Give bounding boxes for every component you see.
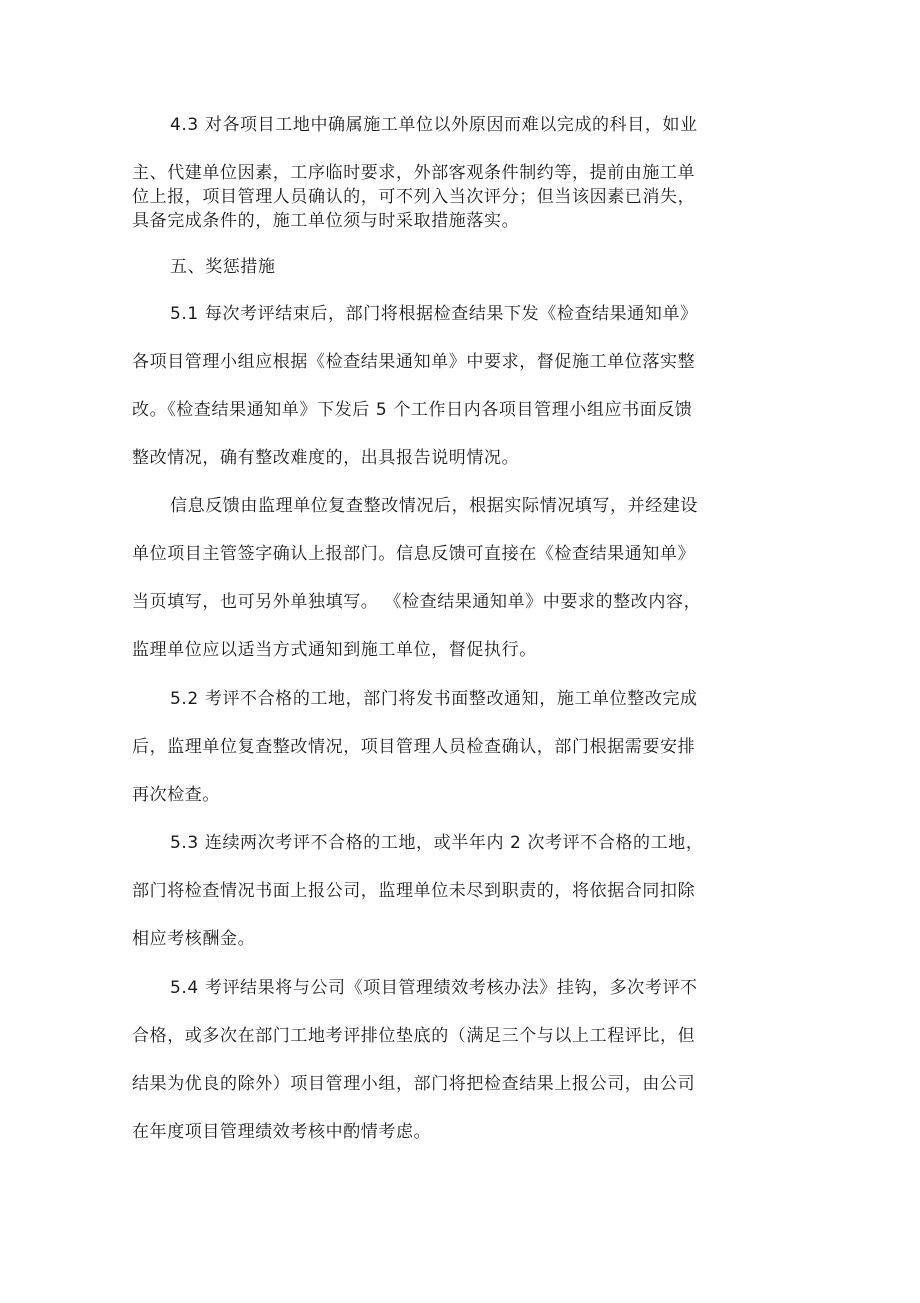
text-line: 在年度项目管理绩效考核中酌情考虑。 [132,1122,432,1142]
text-line: 合格，或多次在部门工地考评排位垫底的（满足三个与以上工程评比，但 [132,1026,696,1046]
text-line: 再次检查。 [132,785,220,805]
text-line: 结果为优良的除外）项目管理小组，部门将把检查结果上报公司，由公司 [132,1074,696,1094]
text-line: 具备完成条件的，施工单位须与时采取措施落实。 [132,211,520,231]
text-line: 整改情况，确有整改难度的，出具报告说明情况。 [132,448,520,468]
text-line: 部门将检查情况书面上报公司，监理单位未尽到职责的，将依据合同扣除 [132,881,696,901]
text-line: 各项目管理小组应根据《检查结果通知单》中要求，督促施工单位落实整 [132,352,696,372]
section-heading: 五、奖惩措施 [170,257,276,277]
text-line: 监理单位应以适当方式通知到施工单位，督促执行。 [132,640,537,660]
text-line: 当页填写，也可另外单独填写。 《检查结果通知单》中要求的整改内容， [132,592,702,612]
text-line: 后，监理单位复查整改情况，项目管理人员检查确认，部门根据需要安排 [132,737,696,757]
text-line: 5.1 每次考评结束后，部门将根据检查结果下发《检查结果通知单》 [170,304,698,324]
text-line: 相应考核酬金。 [132,929,256,949]
text-line: 5.2 考评不合格的工地，部门将发书面整改通知，施工单位整改完成 [170,689,698,709]
text-line: 单位项目主管签字确认上报部门。信息反馈可直接在《检查结果通知单》 [132,544,696,564]
text-line: 信息反馈由监理单位复查整改情况后，根据实际情况填写，并经建设 [170,496,698,516]
text-line: 主、代建单位因素，工序临时要求，外部客观条件制约等，提前由施工单 [132,163,696,183]
text-line: 4.3 对各项目工地中确属施工单位以外原因而难以完成的科目，如业 [170,115,698,135]
text-line: 5.4 考评结果将与公司《项目管理绩效考核办法》挂钩，多次考评不 [170,978,698,998]
text-line: 5.3 连续两次考评不合格的工地，或半年内 2 次考评不合格的工地， [170,833,704,853]
text-line: 位上报，项目管理人员确认的，可不列入当次评分；但当该因素已消失， [132,187,696,207]
text-line: 改。《检查结果通知单》下发后 5 个工作日内各项目管理小组应书面反馈 [132,400,693,420]
